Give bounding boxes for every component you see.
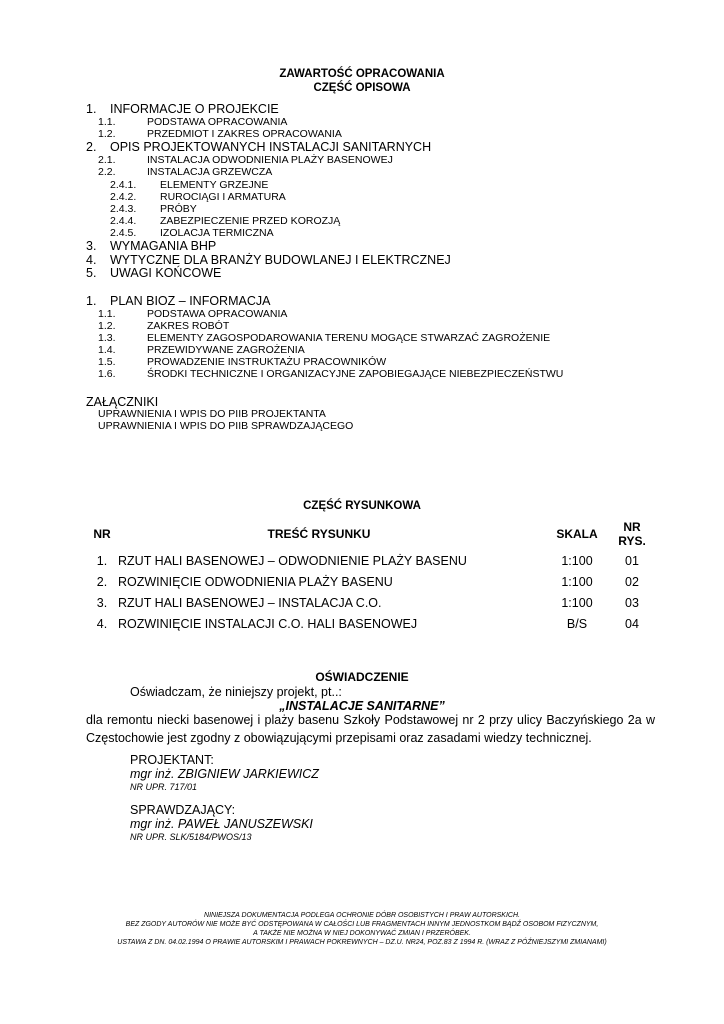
toc-text: PLAN BIOZ – INFORMACJA [110,294,271,308]
section-subtitle-descriptive: CZĘŚĆ OPISOWA [313,82,411,94]
toc-text: ELEMENTY ZAGOSPODAROWANIA TERENU MOGĄCE STWARZAĆ ZAGROŻENIE [147,332,551,344]
statement-intro: Oświadczam, że niniejszy projekt, pt..: [130,685,342,699]
toc-item [0,239,724,253]
drawings-table [86,518,654,634]
statement-heading: OŚWIADCZENIE [315,670,409,684]
cell-nr: 1. [96,553,108,568]
toc-text: INFORMACJE O PROJEKCIE [110,102,279,116]
cell-scale: B/S [566,616,588,631]
designer-role: PROJEKTANT: [130,753,214,767]
toc-number: 4. [86,253,97,267]
attachments-heading: ZAŁĄCZNIKI [86,395,159,409]
statement-body: dla remontu niecki basenowej i plaży basenu Szkoły Podstawowej nr 2 przy ulicy Baczyńskiego 2a w Częstochowie jest zgodny z obowiązującymi przepisami oraz zasadami wiedzy technicznej. [86,713,655,745]
toc-item [0,266,724,280]
toc-text: ZAKRES ROBÓT [147,320,230,332]
cell-nr: 2. [96,574,108,589]
toc-number: 2.4.4. [110,215,137,227]
toc-number: 2.4.5. [110,227,137,239]
attachment-item: UPRAWNIENIA I WPIS DO PIIB SPRAWDZAJĄCEGO [98,420,354,432]
footer-line: BEZ ZGODY AUTORÓW NIE MOŻE BYĆ ODSTĘPOWANA W CAŁOŚCI LUB FRAGMENTACH INNYM JEDNOSTKOM BĄDŹ OSOBOM FIZYCZNYM, [125,921,599,928]
designer-license: NR UPR. 717/01 [130,782,198,792]
column-header-sheet-line1: NR [623,520,641,534]
bioz-item [0,294,724,308]
drawings-heading: CZĘŚĆ RYSUNKOWA [303,500,421,512]
column-header-scale: SKALA [556,527,598,541]
toc-number: 2.4.2. [110,191,137,203]
checker-role: SPRAWDZAJĄCY: [130,803,236,817]
cell-nr: 3. [96,595,108,610]
table-header-row [86,518,654,550]
toc-text: INSTALACJA GRZEWCZA [147,166,273,178]
toc-text: UWAGI KOŃCOWE [110,266,222,280]
toc-text: PRZEWIDYWANE ZAGROŻENIA [147,344,305,356]
toc-text: IZOLACJA TERMICZNA [160,227,274,239]
designer-name: mgr inż. ZBIGNIEW JARKIEWICZ [130,767,319,781]
cell-content: RZUT HALI BASENOWEJ – INSTALACJA C.O. [118,595,382,610]
footer-line: A TAKŻE NIE MOŻNA W NIEJ DOKONYWAĆ ZMIAN I PRZERÓBEK. [253,930,471,937]
toc-number: 1.1. [98,308,116,320]
cell-sheet: 02 [625,574,639,589]
toc-number: 1. [86,102,97,116]
cell-nr: 4. [96,616,108,631]
toc-number: 5. [86,266,97,280]
checker-license: NR UPR. SLK/5184/PWOS/13 [130,832,252,842]
cell-scale: 1:100 [561,574,593,589]
toc-item [0,102,724,116]
toc-text: PODSTAWA OPRACOWANIA [147,308,288,320]
toc-number: 2.4.3. [110,203,137,215]
cell-content: ROZWINIĘCIE INSTALACJI C.O. HALI BASENOWEJ [118,616,418,631]
cell-sheet: 01 [625,553,639,568]
toc-text: RUROCIĄGI I ARMATURA [160,191,286,203]
table-row [86,550,654,571]
footer-line: NINIEJSZA DOKUMENTACJA PODLEGA OCHRONIE DÓBR OSOBISTYCH I PRAW AUTORSKICH. [204,912,520,919]
toc-text: PRZEDMIOT I ZAKRES OPRACOWANIA [147,128,342,140]
toc-text: ZABEZPIECZENIE PRZED KOROZJĄ [160,215,341,227]
toc-number: 1.5. [98,356,116,368]
toc-number: 1.2. [98,128,116,140]
toc-number: 1.6. [98,368,116,380]
footer-line: USTAWA Z DN. 04.02.1994 O PRAWIE AUTORSKIM I PRAWACH POKREWNYCH – DZ.U. NR24, POZ.83 Z 1994 R. (WRAZ Z PÓŹNIEJSZYMI ZMIANAMI) [117,939,607,946]
cell-sheet: 03 [625,595,639,610]
bioz-item [0,368,724,382]
toc-item [0,166,724,180]
cell-sheet: 04 [625,616,639,631]
toc-text: PODSTAWA OPRACOWANIA [147,116,288,128]
table-row [86,613,654,634]
cell-scale: 1:100 [561,553,593,568]
toc-text: PRÓBY [160,203,197,215]
column-header-nr: NR [93,527,111,541]
toc-number: 3. [86,239,97,253]
toc-number: 1.3. [98,332,116,344]
toc-item [0,253,724,267]
toc-number: 2.2. [98,166,116,178]
column-header-content: TREŚĆ RYSUNKU [267,527,371,541]
toc-text: ŚRODKI TECHNICZNE I ORGANIZACYJNE ZAPOBIEGAJĄCE NIEBEZPIECZEŃSTWU [147,368,564,380]
table-row [86,571,654,592]
toc-number: 1.4. [98,344,116,356]
attachment-item: UPRAWNIENIA I WPIS DO PIIB PROJEKTANTA [98,408,326,420]
toc-number: 2. [86,140,97,154]
cell-scale: 1:100 [561,595,593,610]
table-row [86,592,654,613]
toc-number: 1.1. [98,116,116,128]
toc-number: 1.2. [98,320,116,332]
toc-text: PROWADZENIE INSTRUKTAŻU PRACOWNIKÓW [147,356,387,368]
cell-content: RZUT HALI BASENOWEJ – ODWODNIENIE PLAŻY BASENU [118,553,467,568]
toc-text: INSTALACJA ODWODNIENIA PLAŻY BASENOWEJ [147,154,393,166]
copyright-footer [0,911,724,947]
column-header-sheet [610,518,654,550]
toc-text: ELEMENTY GRZEJNE [160,179,269,191]
cell-content: ROZWINIĘCIE ODWODNIENIA PLAŻY BASENU [118,574,393,589]
toc-number: 2.4.1. [110,179,137,191]
checker-name: mgr inż. PAWEŁ JANUSZEWSKI [130,817,313,831]
toc-text: WYMAGANIA BHP [110,239,217,253]
toc-number: 2.1. [98,154,116,166]
toc-item [0,140,724,154]
project-title: „INSTALACJE SANITARNE” [279,699,445,713]
column-header-sheet-line2: RYS. [618,534,646,548]
toc-number: 1. [86,294,97,308]
toc-text: OPIS PROJEKTOWANYCH INSTALACJI SANITARNYCH [110,140,432,154]
document-title: ZAWARTOŚĆ OPRACOWANIA [279,68,445,80]
toc-text: WYTYCZNE DLA BRANŻY BUDOWLANEJ I ELEKTRCZNEJ [110,253,451,267]
